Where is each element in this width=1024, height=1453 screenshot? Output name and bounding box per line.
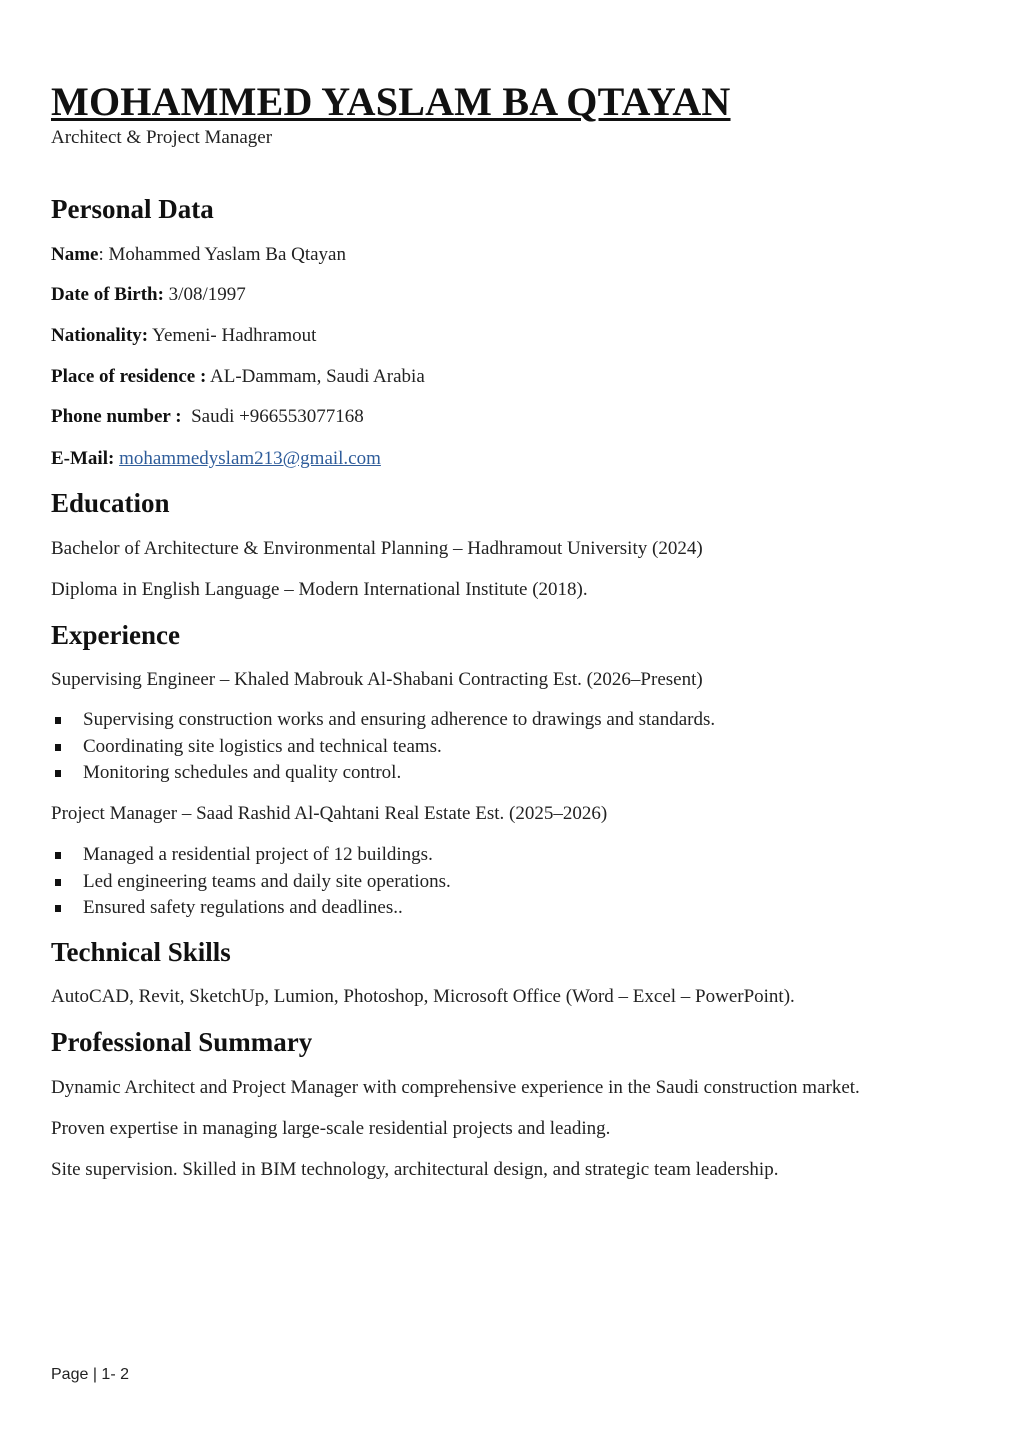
list-item — [51, 762, 715, 789]
field-place-of-residence — [51, 366, 425, 388]
job-title-line: Supervising Engineer – Khaled Mabrouk Al-Shabani Contracting Est. (2026–Present) — [51, 669, 703, 690]
candidate-title: Architect & Project Manager — [51, 127, 273, 148]
list-item — [51, 844, 451, 871]
field-label: Nationality: — [51, 325, 149, 346]
section-heading-personal-data: Personal Data — [51, 194, 214, 224]
list-item-text: Ensured safety regulations and deadlines.. — [83, 897, 403, 918]
field-email — [51, 448, 381, 470]
field-separator — [182, 406, 192, 427]
job-bullet-list — [51, 709, 715, 789]
candidate-name: MOHAMMED YASLAM BA QTAYAN — [51, 79, 731, 124]
education-item: Diploma in English Language – Modern International Institute (2018). — [51, 579, 588, 600]
field-date-of-birth — [51, 284, 246, 306]
summary-line: Dynamic Architect and Project Manager with comprehensive experience in the Saudi construction market. — [51, 1077, 860, 1098]
field-nationality — [51, 325, 316, 347]
field-label: Date of Birth: — [51, 284, 164, 305]
list-item-text: Supervising construction works and ensuring adherence to drawings and standards. — [83, 709, 716, 730]
list-item-text: Monitoring schedules and quality control. — [83, 762, 402, 783]
job-title-line: Project Manager – Saad Rashid Al-Qahtani Real Estate Est. (2025–2026) — [51, 803, 608, 824]
summary-line: Proven expertise in managing large-scale residential projects and leading. — [51, 1118, 611, 1139]
job-bullet-list — [51, 844, 451, 924]
field-phone-number — [51, 406, 364, 428]
field-label: Name — [51, 244, 99, 265]
list-item-text: Coordinating site logistics and technical teams. — [83, 735, 442, 757]
list-item — [51, 709, 715, 736]
list-item-text: Managed a residential project of 12 buildings. — [83, 844, 433, 865]
square-bullet-icon — [55, 744, 61, 751]
summary-line: Site supervision. Skilled in BIM technology, architectural design, and strategic team leadership. — [51, 1159, 779, 1180]
field-value: Yemeni- Hadhramout — [152, 325, 317, 346]
page-number-footer: Page | 1- 2 — [51, 1366, 129, 1383]
section-heading-technical-skills: Technical Skills — [51, 937, 231, 967]
square-bullet-icon — [55, 717, 61, 724]
list-item — [51, 897, 451, 924]
field-value: Mohammed Yaslam Ba Qtayan — [108, 244, 346, 265]
skills-text: AutoCAD, Revit, SketchUp, Lumion, Photoshop, Microsoft Office (Word – Excel – PowerPoint). — [51, 986, 795, 1007]
section-heading-education: Education — [51, 488, 170, 518]
square-bullet-icon — [55, 879, 61, 886]
field-value: 3/08/1997 — [168, 284, 246, 305]
list-item — [51, 736, 715, 763]
list-item — [51, 871, 451, 898]
list-item-text: Led engineering teams and daily site operations. — [83, 870, 451, 892]
field-value: Saudi +966553077168 — [191, 406, 364, 427]
square-bullet-icon — [55, 770, 61, 777]
education-item: Bachelor of Architecture & Environmental Planning – Hadhramout University (2024) — [51, 538, 703, 559]
field-label: E-Mail: — [51, 448, 115, 469]
section-heading-professional-summary: Professional Summary — [51, 1027, 313, 1057]
email-link[interactable]: mohammedyslam213@gmail.com — [119, 448, 381, 469]
square-bullet-icon — [55, 905, 61, 912]
field-separator: : — [98, 244, 109, 265]
field-name — [51, 244, 346, 266]
square-bullet-icon — [55, 852, 61, 859]
field-label: Phone number : — [51, 406, 182, 427]
section-heading-experience: Experience — [51, 620, 180, 650]
field-label: Place of residence : — [51, 366, 207, 387]
field-value: AL-Dammam, Saudi Arabia — [210, 366, 425, 387]
